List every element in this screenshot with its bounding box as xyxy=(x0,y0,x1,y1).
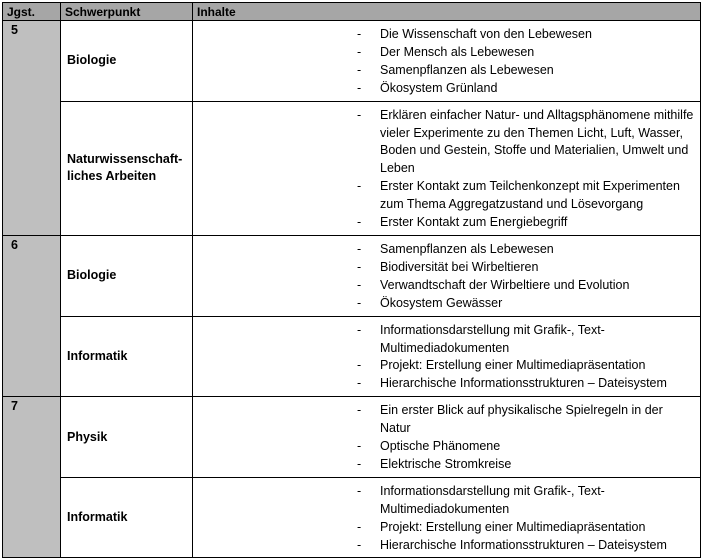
list-item: - Samenpflanzen als Lebewesen xyxy=(193,241,700,259)
list-item: - Biodiversität bei Wirbeltieren xyxy=(193,259,700,277)
content-cell xyxy=(193,477,701,558)
list-item: - Samenpflanzen als Lebewesen xyxy=(193,62,700,80)
list-item: - Erster Kontakt zum Energiebegriff xyxy=(193,214,700,232)
list-item: - Erster Kontakt zum Teilchenkonzept mit Experimenten zum Thema Aggregatzustand und Lösevorgang xyxy=(193,178,700,214)
grade-cell: 5 xyxy=(3,21,61,236)
content-list xyxy=(193,397,700,477)
list-item: - Ein erster Blick auf physikalische Spielregeln in der Natur xyxy=(193,402,700,438)
table-body xyxy=(3,21,701,558)
list-item: - Erklären einfacher Natur- und Alltagsphänomene mithilfe vieler Experimente zu den Themen Licht, Luft, Wasser, Boden und Gestein, Stoffe und Materialien, Umwelt und Leben xyxy=(193,107,700,179)
content-list xyxy=(193,102,700,235)
topic-cell: Informatik xyxy=(61,316,193,397)
table-row xyxy=(3,101,701,235)
grade-cell: 6 xyxy=(3,235,61,396)
table-row xyxy=(3,316,701,397)
table-row xyxy=(3,397,701,478)
list-item: - Informationsdarstellung mit Grafik-, Text- Multimediadokumenten xyxy=(193,483,700,519)
list-item: - Hierarchische Informationsstrukturen – Dateisystem xyxy=(193,375,700,393)
header-row xyxy=(3,3,701,21)
content-list xyxy=(193,478,700,558)
list-item: - Projekt: Erstellung einer Multimediapräsentation xyxy=(193,519,700,537)
curriculum-table xyxy=(2,2,701,558)
topic-cell: Naturwissenschaft-liches Arbeiten xyxy=(61,101,193,235)
list-item: - Projekt: Erstellung einer Multimediapräsentation xyxy=(193,357,700,375)
list-item: - Informationsdarstellung mit Grafik-, Text- Multimediadokumenten xyxy=(193,322,700,358)
table-row xyxy=(3,477,701,558)
table-header xyxy=(3,3,701,21)
list-item: - Hierarchische Informationsstrukturen – Dateisystem xyxy=(193,537,700,555)
header-content: Inhalte xyxy=(193,3,701,21)
content-cell xyxy=(193,101,701,235)
list-item: - Verwandtschaft der Wirbeltiere und Evolution xyxy=(193,277,700,295)
content-cell xyxy=(193,316,701,397)
list-item: - Ökosystem Gewässer xyxy=(193,295,700,313)
header-focus: Schwerpunkt xyxy=(61,3,193,21)
content-cell xyxy=(193,397,701,478)
content-list xyxy=(193,317,700,397)
content-cell xyxy=(193,21,701,102)
table-row xyxy=(3,21,701,102)
grade-cell: 7 xyxy=(3,397,61,558)
list-item: - Ökosystem Grünland xyxy=(193,80,700,98)
list-item: - Der Mensch als Lebewesen xyxy=(193,44,700,62)
content-cell xyxy=(193,235,701,316)
content-list xyxy=(193,21,700,101)
list-item: - Optische Phänomene xyxy=(193,438,700,456)
topic-cell: Biologie xyxy=(61,235,193,316)
content-list xyxy=(193,236,700,316)
table-row xyxy=(3,235,701,316)
list-item: - Die Wissenschaft von den Lebewesen xyxy=(193,26,700,44)
topic-cell: Biologie xyxy=(61,21,193,102)
list-item: - Elektrische Stromkreise xyxy=(193,456,700,474)
topic-cell: Informatik xyxy=(61,477,193,558)
header-grade: Jgst. xyxy=(3,3,61,21)
topic-cell: Physik xyxy=(61,397,193,478)
